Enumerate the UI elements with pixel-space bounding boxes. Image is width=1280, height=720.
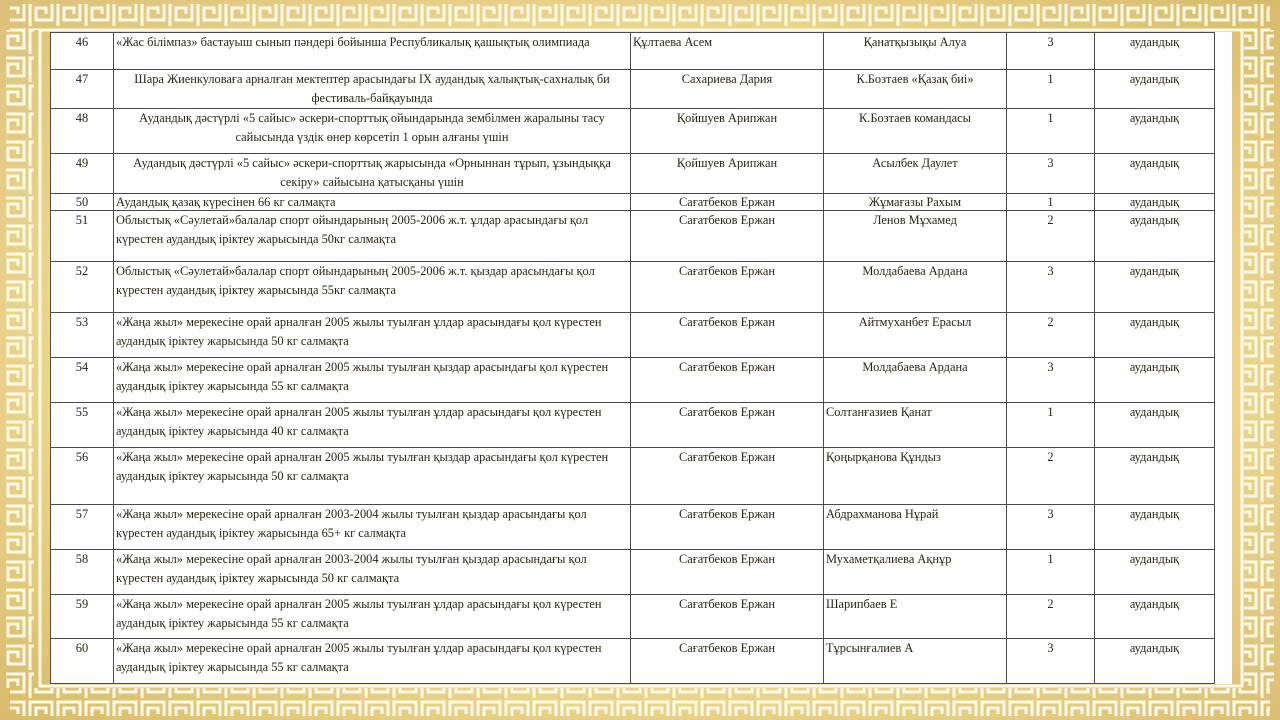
event-cell: «Жаңа жыл» мерекесіне орай арналған 2005 жылы туылған ұлдар арасындағы қол күрестен аудандық іріктеу жарысында 50 кг салмақта [114, 313, 631, 358]
teacher-cell: Сағатбеков Ержан [631, 505, 824, 550]
teacher-cell: Сағатбеков Ержан [631, 403, 824, 448]
student-cell: Қанатқызықы Алуа [824, 33, 1007, 70]
table-row [51, 262, 1215, 313]
level-cell: аудандық [1095, 448, 1215, 505]
student-cell: Абдрахманова Нұрай [824, 505, 1007, 550]
row-number: 55 [51, 403, 114, 448]
event-cell: Шара Жиенкуловаға арналған мектептер арасындағы ІХ аудандық халықтық-сахналық би фестиваль-байқауында [114, 70, 631, 109]
level-cell: аудандық [1095, 262, 1215, 313]
row-number: 50 [51, 194, 114, 211]
student-cell: К.Бозтаев «Қазақ биі» [824, 70, 1007, 109]
table-row [51, 211, 1215, 262]
row-number: 56 [51, 448, 114, 505]
student-cell: Молдабаева Ардана [824, 262, 1007, 313]
student-cell: Айтмуханбет Ерасыл [824, 313, 1007, 358]
level-cell: аудандық [1095, 154, 1215, 194]
row-number: 59 [51, 595, 114, 639]
teacher-cell: Сағатбеков Ержан [631, 639, 824, 684]
teacher-cell: Сағатбеков Ержан [631, 313, 824, 358]
event-cell: «Жаңа жыл» мерекесіне орай арналған 2005 жылы туылған ұлдар арасындағы қол күрестен аудандық іріктеу жарысында 55 кг салмақта [114, 595, 631, 639]
level-cell: аудандық [1095, 70, 1215, 109]
level-cell: аудандық [1095, 403, 1215, 448]
row-number: 49 [51, 154, 114, 194]
table-row [51, 154, 1215, 194]
place-cell: 1 [1007, 109, 1095, 154]
row-number: 60 [51, 639, 114, 684]
teacher-cell: Сағатбеков Ержан [631, 194, 824, 211]
row-number: 51 [51, 211, 114, 262]
row-number: 53 [51, 313, 114, 358]
level-cell: аудандық [1095, 358, 1215, 403]
place-cell: 3 [1007, 505, 1095, 550]
teacher-cell: Сағатбеков Ержан [631, 595, 824, 639]
level-cell: аудандық [1095, 595, 1215, 639]
row-number: 57 [51, 505, 114, 550]
level-cell: аудандық [1095, 639, 1215, 684]
place-cell: 3 [1007, 33, 1095, 70]
place-cell: 1 [1007, 194, 1095, 211]
student-cell: Ленов Мұхамед [824, 211, 1007, 262]
teacher-cell: Сағатбеков Ержан [631, 262, 824, 313]
place-cell: 3 [1007, 154, 1095, 194]
teacher-cell: Сағатбеков Ержан [631, 550, 824, 595]
teacher-cell: Сағатбеков Ержан [631, 211, 824, 262]
event-cell: «Жас білімпаз» бастауыш сынып пәндері бойынша Республикалық қашықтық олимпиада [114, 33, 631, 70]
student-cell: Тұрсынғалиев А [824, 639, 1007, 684]
student-cell: К.Бозтаев командасы [824, 109, 1007, 154]
event-cell: Облыстық «Сәулетай»балалар спорт ойындарының 2005-2006 ж.т. ұлдар арасындағы қол күрестен аудандық іріктеу жарысында 50кг салмақта [114, 211, 631, 262]
level-cell: аудандық [1095, 194, 1215, 211]
event-cell: Облыстық «Сәулетай»балалар спорт ойындарының 2005-2006 ж.т. қыздар арасындағы қол күрестен аудандық іріктеу жарысында 55кг салмақта [114, 262, 631, 313]
table-row [51, 70, 1215, 109]
table-row [51, 33, 1215, 70]
table-row [51, 313, 1215, 358]
table-body [51, 33, 1215, 684]
event-cell: Аудандық қазақ күресінен 66 кг салмақта [114, 194, 631, 211]
place-cell: 1 [1007, 550, 1095, 595]
place-cell: 3 [1007, 639, 1095, 684]
event-cell: «Жаңа жыл» мерекесіне орай арналған 2005 жылы туылған қыздар арасындағы қол күрестен аудандық іріктеу жарысында 50 кг салмақта [114, 448, 631, 505]
table-row [51, 448, 1215, 505]
table-row [51, 403, 1215, 448]
level-cell: аудандық [1095, 550, 1215, 595]
teacher-cell: Сахариева Дария [631, 70, 824, 109]
place-cell: 3 [1007, 262, 1095, 313]
table-row [51, 595, 1215, 639]
student-cell: Молдабаева Ардана [824, 358, 1007, 403]
table-row [51, 550, 1215, 595]
teacher-cell: Сағатбеков Ержан [631, 358, 824, 403]
table-row [51, 358, 1215, 403]
row-number: 54 [51, 358, 114, 403]
place-cell: 1 [1007, 403, 1095, 448]
row-number: 46 [51, 33, 114, 70]
row-number: 48 [51, 109, 114, 154]
table-row [51, 109, 1215, 154]
level-cell: аудандық [1095, 33, 1215, 70]
level-cell: аудандық [1095, 505, 1215, 550]
event-cell: «Жаңа жыл» мерекесіне орай арналған 2003-2004 жылы туылған қыздар арасындағы қол күрестен аудандық іріктеу жарысында 50 кг салмақта [114, 550, 631, 595]
teacher-cell: Құлтаева Асем [631, 33, 824, 70]
event-cell: «Жаңа жыл» мерекесіне орай арналған 2005 жылы туылған ұлдар арасындағы қол күрестен аудандық іріктеу жарысында 40 кг салмақта [114, 403, 631, 448]
event-cell: Аудандық дәстүрлі «5 сайыс» әскери-спорттық ойындарында зембілмен жаралыны тасу сайысында үздік өнер көрсетіп 1 орын алғаны үшін [114, 109, 631, 154]
place-cell: 1 [1007, 70, 1095, 109]
student-cell: Қоңырқанова Құндыз [824, 448, 1007, 505]
event-cell: «Жаңа жыл» мерекесіне орай арналған 2003-2004 жылы туылған қыздар арасындағы қол күрестен аудандық іріктеу жарысында 65+ кг салмақта [114, 505, 631, 550]
place-cell: 2 [1007, 211, 1095, 262]
event-cell: Аудандық дәстүрлі «5 сайыс» әскери-спорттық жарысында «Орныннан тұрып, ұзындыққа секіру» сайысына қатысқаны үшін [114, 154, 631, 194]
student-cell: Солтанғазиев Қанат [824, 403, 1007, 448]
student-cell: Асылбек Даулет [824, 154, 1007, 194]
event-cell: «Жаңа жыл» мерекесіне орай арналған 2005 жылы туылған ұлдар арасындағы қол күрестен аудандық іріктеу жарысында 55 кг салмақта [114, 639, 631, 684]
row-number: 52 [51, 262, 114, 313]
level-cell: аудандық [1095, 211, 1215, 262]
table-row [51, 639, 1215, 684]
teacher-cell: Қойшуев Арипжан [631, 154, 824, 194]
teacher-cell: Сағатбеков Ержан [631, 448, 824, 505]
student-cell: Жұмағазы Рахым [824, 194, 1007, 211]
results-table [50, 32, 1215, 684]
place-cell: 3 [1007, 358, 1095, 403]
place-cell: 2 [1007, 595, 1095, 639]
table-row [51, 194, 1215, 211]
event-cell: «Жаңа жыл» мерекесіне орай арналған 2005 жылы туылған қыздар арасындағы қол күрестен аудандық іріктеу жарысында 55 кг салмақта [114, 358, 631, 403]
table-row [51, 505, 1215, 550]
place-cell: 2 [1007, 448, 1095, 505]
row-number: 58 [51, 550, 114, 595]
level-cell: аудандық [1095, 313, 1215, 358]
row-number: 47 [51, 70, 114, 109]
teacher-cell: Қойшуев Арипжан [631, 109, 824, 154]
place-cell: 2 [1007, 313, 1095, 358]
student-cell: Мухаметқалиева Ақнұр [824, 550, 1007, 595]
student-cell: Шарипбаев Е [824, 595, 1007, 639]
level-cell: аудандық [1095, 109, 1215, 154]
